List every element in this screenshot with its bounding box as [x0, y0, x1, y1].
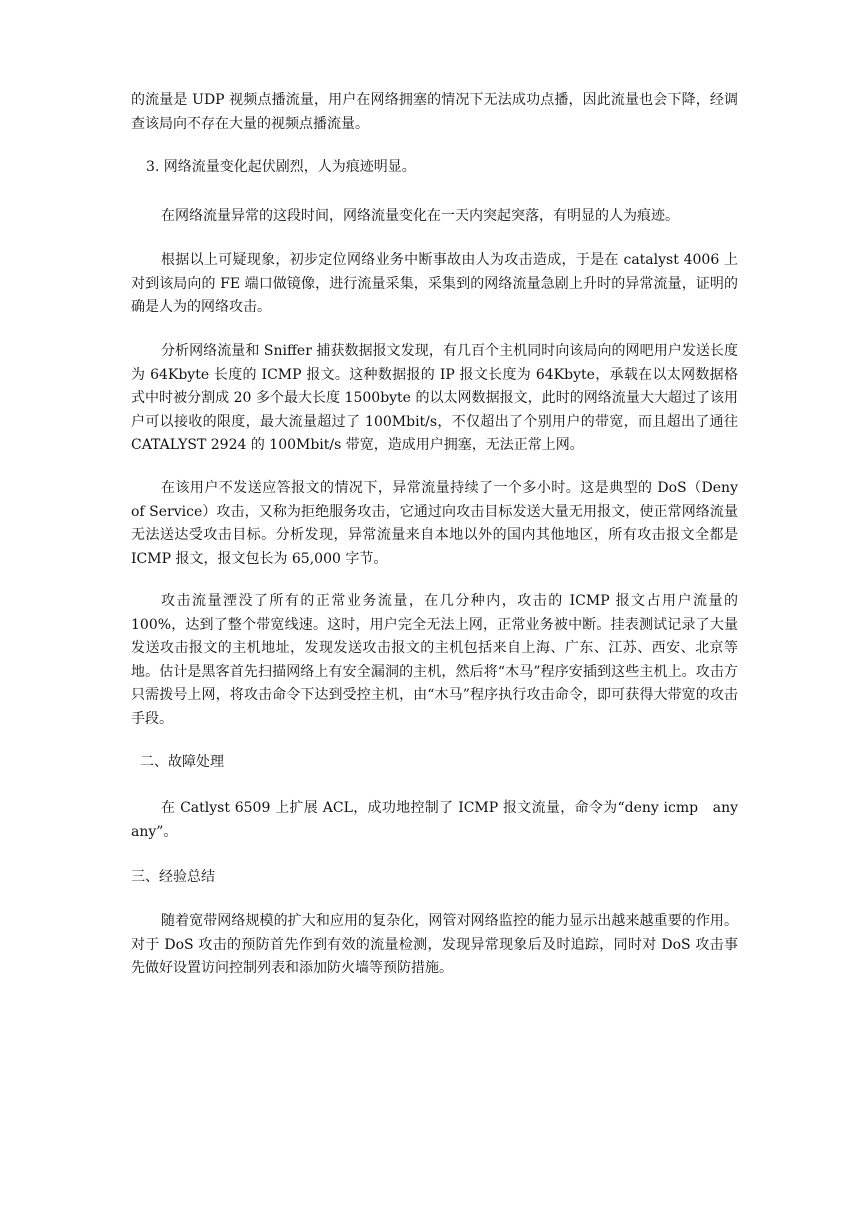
section-heading-lessons: 三、经验总结 [131, 869, 215, 885]
section-heading-fault-handling: 二、故障处理 [140, 754, 224, 770]
paragraph-traffic-fluctuation: 在网络流量异常的这段时间，网络流量变化在一天内突起突落，有明显的人为痕迹。 [161, 208, 679, 224]
paragraph-summary: 随着宽带网络规模的扩大和应用的复杂化，网管对网络监控的能力显示出越来越重要的作用。对于 DoS 攻击的预防首先作到有效的流量检测，发现异常现象后及时追踪，同时对 DoS 攻击事先做好设置访问控制列表和添加防火墙等预防措施。 [131, 913, 738, 976]
paragraph-video-traffic: 的流量是 UDP 视频点播流量，用户在网络拥塞的情况下无法成功点播，因此流量也会下降，经调查该局向不存在大量的视频点播流量。 [131, 92, 738, 132]
paragraph-attack-location: 根据以上可疑现象，初步定位网络业务中断事故由人为攻击造成，于是在 catalyst 4006 上对到该局向的 FE 端口做镜像，进行流量采集，采集到的网络流量急剧上升时的异常流量，证明的确是人为的网络攻击。 [131, 252, 738, 315]
paragraph-acl-command: 在 Catlyst 6509 上扩展 ACL，成功地控制了 ICMP 报文流量，命令为“deny icmp any any”。 [131, 800, 738, 840]
paragraph-dos-attack: 在该用户不发送应答报文的情况下，异常流量持续了一个多小时。这是典型的 DoS（Deny of Service）攻击，又称为拒绝服务攻击，它通过向攻击目标发送大量无用报文，使正常网络流量无法送达受攻击目标。分析发现，异常流量来自本地以外的国内其他地区，所有攻击报文全都是 ICMP 报文，报文包长为 65,000 字节。 [131, 480, 738, 567]
paragraph-attack-traffic: 攻击流量湮没了所有的正常业务流量，在几分种内，攻击的 ICMP 报文占用户流量的 100%，达到了整个带宽线速。这时，用户完全无法上网，正常业务被中断。挂表测试记录了大量发送攻击报文的主机地址，发现发送攻击报文的主机包括来自上海、广东、江苏、西安、北京等地。估计是黑客首先扫描网络上有安全漏洞的主机，然后将“木马”程序安插到这些主机上。攻击方只需拨号上网，将攻击命令下达到受控主机，由“木马”程序执行攻击命令，即可获得大带宽的攻击手段。 [131, 593, 738, 727]
list-item-3: 3. 网络流量变化起伏剧烈，人为痕迹明显。 [146, 159, 416, 175]
paragraph-sniffer-analysis: 分析网络流量和 Sniffer 捕获数据报文发现，有几百个主机同时向该局向的网吧用户发送长度为 64Kbyte 长度的 ICMP 报文。这种数据报的 IP 报文长度为 64Kbyte，承载在以太网数据格式中时被分割成 20 多个最大长度 1500byte 的以太网数据报文，此时的网络流量大大超过了该用户可以接收的限度，最大流量超过了 100Mbit/s，不仅超出了个别用户的带宽，而且超出了通往 CATALYST 2924 的 100Mbit/s 带宽，造成用户拥塞，无法正常上网。 [131, 343, 738, 453]
